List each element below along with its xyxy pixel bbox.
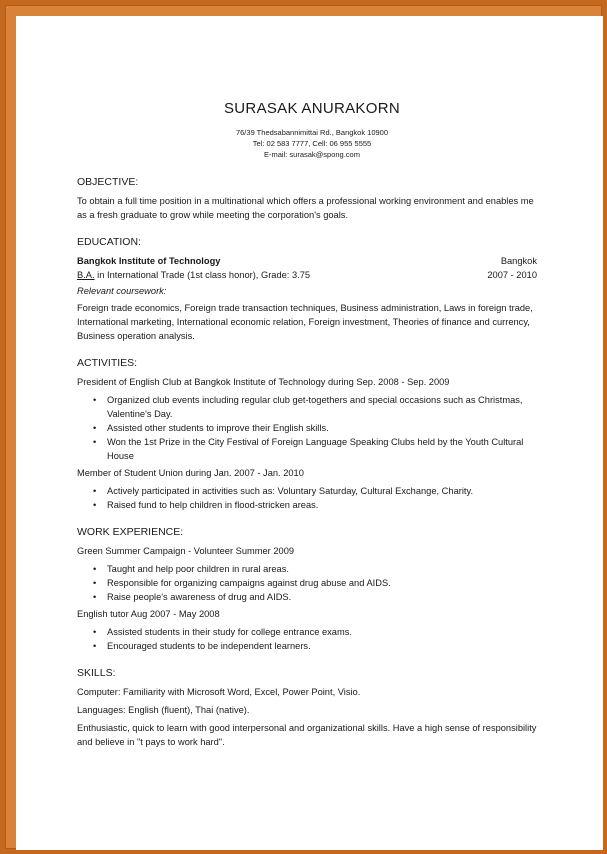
email: E-mail: surasak@spong.com — [264, 150, 360, 159]
education-degree-row — [77, 268, 537, 282]
activities-heading: ACTIVITIES: — [77, 357, 138, 369]
list-item: • Assisted students in their study for college entrance exams. — [107, 625, 537, 639]
activity-list — [77, 393, 537, 463]
contact-block — [87, 127, 537, 160]
computer-skills: Computer: Familiarity with Microsoft Word, Excel, Power Point, Visio. — [77, 687, 361, 697]
list-item: • Won the 1st Prize in the City Festival of Foreign Language Speaking Clubs held by the Youth Cultural House — [107, 435, 537, 463]
phone: Tel: 02 583 7777, Cell: 06 955 5555 — [252, 139, 372, 148]
list-item: • Actively participated in activities such as: Voluntary Saturday, Cultural Exchange, Charity. — [107, 484, 537, 498]
page-frame — [5, 5, 602, 849]
list-item: • Raised fund to help children in flood-stricken areas. — [107, 498, 537, 512]
work-heading: WORK EXPERIENCE: — [77, 526, 184, 538]
degree-abbr: B.A. — [77, 270, 95, 280]
degree-years: 2007 - 2010 — [487, 270, 537, 280]
activity-list — [77, 484, 537, 512]
job-duties — [77, 625, 537, 653]
address: 76/39 Thedsabannimittai Rd., Bangkok 10900 — [235, 128, 389, 137]
language-skills: Languages: English (fluent), Thai (native). — [77, 705, 250, 715]
education-heading: EDUCATION: — [77, 236, 141, 248]
activity-title: Member of Student Union during Jan. 2007 - Jan. 2010 — [77, 468, 304, 478]
job-title: English tutor Aug 2007 - May 2008 — [77, 609, 220, 619]
list-item: • Taught and help poor children in rural areas. — [107, 562, 537, 576]
school-name: Bangkok Institute of Technology — [77, 256, 221, 266]
school-location: Bangkok — [500, 256, 537, 266]
job-duties — [77, 562, 537, 604]
coursework-text: Foreign trade economics, Foreign trade transaction techniques, Business administration, Laws in foreign trade, International marketing, International economic relation, Foreign investment, Theories of finance and currency, Business operation analysis. — [77, 303, 533, 341]
activity-title: President of English Club at Bangkok Institute of Technology during Sep. 2008 - Sep. 2009 — [77, 377, 450, 387]
list-item: • Organized club events including regular club get-togethers and special occasions such as Christmas, Valentine's Day. — [107, 393, 537, 421]
objective-text: To obtain a full time position in a multinational which offers a professional working environment and enables me as a fresh graduate to grow while meeting the corporation's goals. — [77, 196, 534, 220]
coursework-label: Relevant coursework: — [77, 286, 167, 296]
job-title: Green Summer Campaign - Volunteer Summer 2009 — [77, 546, 295, 556]
education-school-row — [77, 254, 537, 268]
list-item: • Encouraged students to be independent learners. — [107, 639, 537, 653]
objective-heading: OBJECTIVE: — [77, 176, 139, 188]
resume-document — [16, 16, 603, 850]
skills-heading: SKILLS: — [77, 667, 116, 679]
list-item: • Raise people's awareness of drug and AIDS. — [107, 590, 537, 604]
list-item: • Responsible for organizing campaigns against drug abuse and AIDS. — [107, 576, 537, 590]
personal-skills: Enthusiastic, quick to learn with good interpersonal and organizational skills. Have a high sense of responsibility and believe in "t pays to work hard". — [77, 723, 537, 747]
degree-detail: in International Trade (1st class honor), Grade: 3.75 — [94, 270, 311, 280]
candidate-name: SURASAK ANURAKORN — [224, 100, 400, 117]
list-item: • Assisted other students to improve their English skills. — [107, 421, 537, 435]
degree — [77, 268, 310, 282]
